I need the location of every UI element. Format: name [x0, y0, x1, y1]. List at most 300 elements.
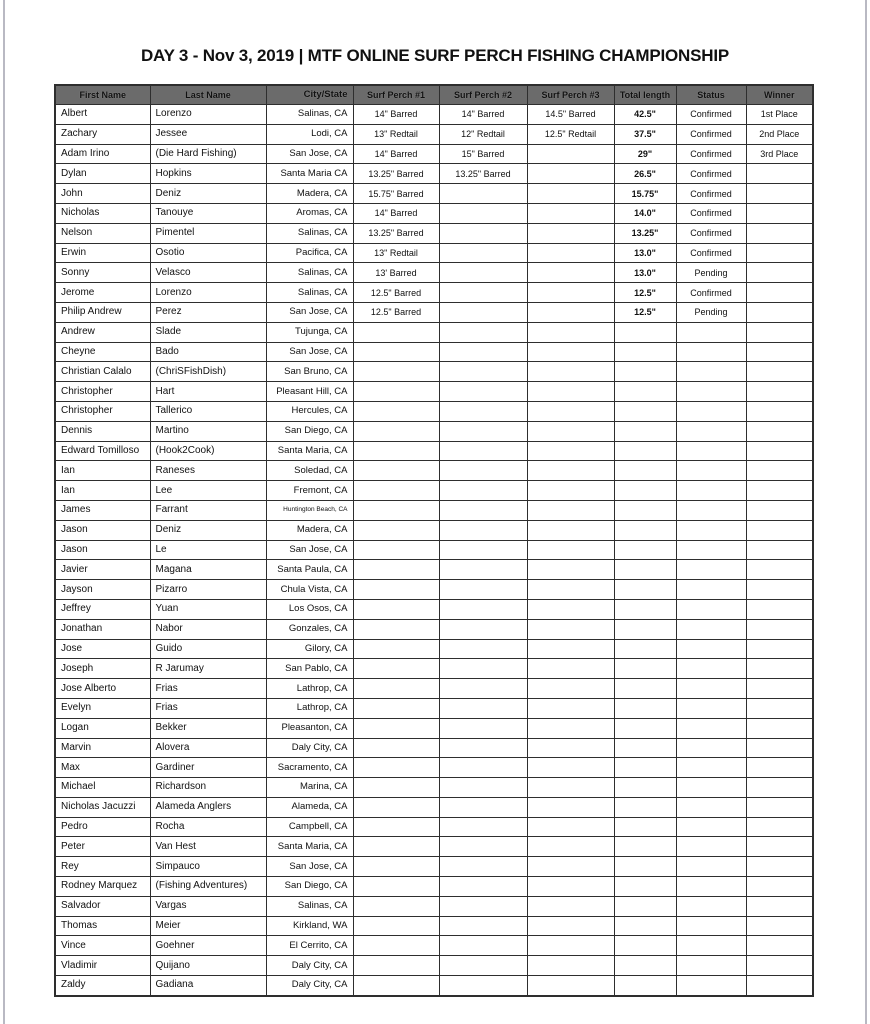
city-state-cell: Pleasanton, CA [266, 718, 353, 738]
status-cell [676, 896, 746, 916]
surf-perch-2-cell [439, 481, 527, 501]
first-name-cell: Cheyne [55, 342, 150, 362]
last-name-cell: Gardiner [150, 758, 266, 778]
surf-perch-2-cell [439, 718, 527, 738]
last-name-cell: Hart [150, 382, 266, 402]
surf-perch-1-cell [353, 500, 439, 520]
first-name-cell: Ian [55, 481, 150, 501]
surf-perch-3-cell [527, 322, 614, 342]
surf-perch-2-cell [439, 540, 527, 560]
surf-perch-2-cell [439, 857, 527, 877]
first-name-cell: Christian Calalo [55, 362, 150, 382]
surf-perch-1-cell [353, 659, 439, 679]
status-cell [676, 778, 746, 798]
status-cell [676, 916, 746, 936]
total-length-cell: 26.5" [614, 164, 676, 184]
city-state-cell: Salinas, CA [266, 105, 353, 125]
last-name-cell: Velasco [150, 263, 266, 283]
surf-perch-3-cell: 14.5" Barred [527, 105, 614, 125]
winner-cell [746, 302, 813, 322]
last-name-cell: Rocha [150, 817, 266, 837]
last-name-cell: Slade [150, 322, 266, 342]
surf-perch-2-cell [439, 322, 527, 342]
first-name-cell: Vince [55, 936, 150, 956]
city-state-cell: Campbell, CA [266, 817, 353, 837]
city-state-cell: Salinas, CA [266, 896, 353, 916]
winner-cell: 3rd Place [746, 144, 813, 164]
first-name-cell: Rodney Marquez [55, 877, 150, 897]
surf-perch-1-cell [353, 421, 439, 441]
status-cell [676, 500, 746, 520]
winner-cell [746, 936, 813, 956]
total-length-cell [614, 679, 676, 699]
last-name-cell: Lorenzo [150, 105, 266, 125]
total-length-cell [614, 362, 676, 382]
first-name-cell: Jose [55, 639, 150, 659]
surf-perch-3-cell [527, 144, 614, 164]
surf-perch-3-cell [527, 184, 614, 204]
surf-perch-2-cell [439, 461, 527, 481]
surf-perch-2-cell [439, 639, 527, 659]
last-name-cell: Quijano [150, 956, 266, 976]
surf-perch-1-cell [353, 619, 439, 639]
status-cell [676, 698, 746, 718]
surf-perch-3-cell [527, 758, 614, 778]
status-cell [676, 718, 746, 738]
total-length-cell [614, 401, 676, 421]
winner-cell [746, 322, 813, 342]
status-cell [676, 797, 746, 817]
surf-perch-2-cell [439, 441, 527, 461]
first-name-cell: Thomas [55, 916, 150, 936]
status-cell: Pending [676, 263, 746, 283]
table-row [55, 322, 813, 342]
status-cell [676, 362, 746, 382]
surf-perch-1-cell [353, 698, 439, 718]
status-cell [676, 758, 746, 778]
surf-perch-3-cell [527, 263, 614, 283]
surf-perch-1-cell [353, 916, 439, 936]
winner-cell [746, 401, 813, 421]
winner-cell [746, 382, 813, 402]
status-cell: Pending [676, 302, 746, 322]
surf-perch-2-cell [439, 837, 527, 857]
table-row [55, 421, 813, 441]
surf-perch-3-cell [527, 797, 614, 817]
winner-cell [746, 560, 813, 580]
winner-cell [746, 441, 813, 461]
first-name-cell: Michael [55, 778, 150, 798]
last-name-cell: Van Hest [150, 837, 266, 857]
table-body [55, 105, 813, 996]
first-name-cell: Ian [55, 461, 150, 481]
total-length-cell [614, 698, 676, 718]
table-row [55, 481, 813, 501]
total-length-cell [614, 441, 676, 461]
header-winner: Winner [746, 85, 813, 105]
status-cell [676, 560, 746, 580]
last-name-cell: (Hook2Cook) [150, 441, 266, 461]
surf-perch-3-cell [527, 936, 614, 956]
total-length-cell [614, 916, 676, 936]
last-name-cell: Tanouye [150, 203, 266, 223]
table-row [55, 283, 813, 303]
city-state-cell: Gonzales, CA [266, 619, 353, 639]
surf-perch-1-cell [353, 976, 439, 996]
surf-perch-1-cell [353, 382, 439, 402]
city-state-cell: Los Osos, CA [266, 599, 353, 619]
surf-perch-3-cell [527, 164, 614, 184]
table-row [55, 441, 813, 461]
surf-perch-3-cell [527, 302, 614, 322]
surf-perch-3-cell [527, 441, 614, 461]
surf-perch-1-cell: 13.25" Barred [353, 223, 439, 243]
table-row [55, 203, 813, 223]
last-name-cell: Alovera [150, 738, 266, 758]
winner-cell [746, 659, 813, 679]
status-cell [676, 817, 746, 837]
city-state-cell: San Bruno, CA [266, 362, 353, 382]
table-row [55, 976, 813, 996]
first-name-cell: James [55, 500, 150, 520]
table-row [55, 916, 813, 936]
status-cell [676, 461, 746, 481]
total-length-cell [614, 461, 676, 481]
first-name-cell: Dennis [55, 421, 150, 441]
table-row [55, 797, 813, 817]
last-name-cell: Goehner [150, 936, 266, 956]
table-row [55, 659, 813, 679]
surf-perch-3-cell [527, 520, 614, 540]
status-cell [676, 342, 746, 362]
total-length-cell [614, 540, 676, 560]
total-length-cell [614, 659, 676, 679]
surf-perch-1-cell: 14" Barred [353, 203, 439, 223]
surf-perch-1-cell: 12.5" Barred [353, 283, 439, 303]
surf-perch-1-cell [353, 639, 439, 659]
surf-perch-3-cell [527, 500, 614, 520]
surf-perch-3-cell [527, 738, 614, 758]
total-length-cell [614, 976, 676, 996]
surf-perch-1-cell [353, 738, 439, 758]
header-surf-perch-1: Surf Perch #1 [353, 85, 439, 105]
surf-perch-2-cell [439, 401, 527, 421]
surf-perch-3-cell [527, 679, 614, 699]
first-name-cell: John [55, 184, 150, 204]
surf-perch-1-cell [353, 956, 439, 976]
last-name-cell: Frias [150, 698, 266, 718]
city-state-cell: San Jose, CA [266, 857, 353, 877]
surf-perch-2-cell [439, 520, 527, 540]
status-cell [676, 382, 746, 402]
city-state-cell: Santa Paula, CA [266, 560, 353, 580]
total-length-cell: 12.5" [614, 302, 676, 322]
table-row [55, 679, 813, 699]
table-row [55, 184, 813, 204]
winner-cell [746, 263, 813, 283]
table-row [55, 698, 813, 718]
surf-perch-2-cell: 12" Redtail [439, 124, 527, 144]
surf-perch-3-cell [527, 698, 614, 718]
table-row [55, 401, 813, 421]
total-length-cell: 13.25" [614, 223, 676, 243]
status-cell: Confirmed [676, 124, 746, 144]
surf-perch-1-cell [353, 441, 439, 461]
winner-cell [746, 738, 813, 758]
surf-perch-2-cell [439, 223, 527, 243]
surf-perch-3-cell [527, 896, 614, 916]
winner-cell [746, 916, 813, 936]
table-header-row [55, 85, 813, 105]
status-cell: Confirmed [676, 203, 746, 223]
surf-perch-3-cell [527, 362, 614, 382]
surf-perch-3-cell [527, 481, 614, 501]
header-status: Status [676, 85, 746, 105]
first-name-cell: Jayson [55, 580, 150, 600]
total-length-cell [614, 956, 676, 976]
surf-perch-2-cell: 13.25" Barred [439, 164, 527, 184]
city-state-cell: Hercules, CA [266, 401, 353, 421]
status-cell [676, 322, 746, 342]
surf-perch-2-cell [439, 916, 527, 936]
last-name-cell: (Fishing Adventures) [150, 877, 266, 897]
city-state-cell: Madera, CA [266, 520, 353, 540]
surf-perch-1-cell [353, 817, 439, 837]
surf-perch-2-cell [439, 421, 527, 441]
first-name-cell: Jerome [55, 283, 150, 303]
surf-perch-3-cell [527, 283, 614, 303]
surf-perch-2-cell [439, 580, 527, 600]
surf-perch-1-cell [353, 520, 439, 540]
surf-perch-2-cell [439, 976, 527, 996]
first-name-cell: Albert [55, 105, 150, 125]
first-name-cell: Andrew [55, 322, 150, 342]
total-length-cell: 12.5" [614, 283, 676, 303]
total-length-cell: 15.75" [614, 184, 676, 204]
table-row [55, 540, 813, 560]
winner-cell: 2nd Place [746, 124, 813, 144]
surf-perch-1-cell [353, 580, 439, 600]
surf-perch-2-cell [439, 956, 527, 976]
total-length-cell [614, 936, 676, 956]
winner-cell [746, 758, 813, 778]
surf-perch-3-cell [527, 956, 614, 976]
surf-perch-2-cell [439, 679, 527, 699]
winner-cell [746, 520, 813, 540]
total-length-cell [614, 797, 676, 817]
city-state-cell: San Diego, CA [266, 421, 353, 441]
winner-cell [746, 599, 813, 619]
status-cell [676, 619, 746, 639]
surf-perch-1-cell [353, 758, 439, 778]
total-length-cell [614, 500, 676, 520]
surf-perch-3-cell [527, 382, 614, 402]
city-state-cell: San Jose, CA [266, 540, 353, 560]
last-name-cell: Lee [150, 481, 266, 501]
table-row [55, 580, 813, 600]
surf-perch-2-cell [439, 382, 527, 402]
last-name-cell: Farrant [150, 500, 266, 520]
total-length-cell [614, 421, 676, 441]
status-cell [676, 520, 746, 540]
table-row [55, 778, 813, 798]
first-name-cell: Jason [55, 520, 150, 540]
surf-perch-1-cell [353, 560, 439, 580]
total-length-cell: 29" [614, 144, 676, 164]
winner-cell [746, 976, 813, 996]
surf-perch-1-cell: 12.5" Barred [353, 302, 439, 322]
city-state-cell: Gilory, CA [266, 639, 353, 659]
surf-perch-1-cell: 14" Barred [353, 144, 439, 164]
city-state-cell: Salinas, CA [266, 263, 353, 283]
surf-perch-2-cell [439, 362, 527, 382]
first-name-cell: Sonny [55, 263, 150, 283]
surf-perch-1-cell [353, 857, 439, 877]
city-state-cell: Sacramento, CA [266, 758, 353, 778]
surf-perch-2-cell: 15" Barred [439, 144, 527, 164]
city-state-cell: Soledad, CA [266, 461, 353, 481]
first-name-cell: Edward Tomilloso [55, 441, 150, 461]
surf-perch-2-cell [439, 659, 527, 679]
first-name-cell: Rey [55, 857, 150, 877]
total-length-cell [614, 619, 676, 639]
total-length-cell: 37.5" [614, 124, 676, 144]
surf-perch-2-cell [439, 203, 527, 223]
total-length-cell: 14.0" [614, 203, 676, 223]
last-name-cell: Meier [150, 916, 266, 936]
surf-perch-3-cell [527, 817, 614, 837]
first-name-cell: Marvin [55, 738, 150, 758]
surf-perch-3-cell [527, 243, 614, 263]
winner-cell: 1st Place [746, 105, 813, 125]
city-state-cell: Daly City, CA [266, 738, 353, 758]
header-first-name: First Name [55, 85, 150, 105]
surf-perch-1-cell [353, 342, 439, 362]
table-row [55, 619, 813, 639]
city-state-cell: Tujunga, CA [266, 322, 353, 342]
first-name-cell: Jason [55, 540, 150, 560]
winner-cell [746, 698, 813, 718]
city-state-cell: Kirkland, WA [266, 916, 353, 936]
winner-cell [746, 184, 813, 204]
page-edge-right [865, 0, 867, 1024]
surf-perch-2-cell [439, 758, 527, 778]
total-length-cell [614, 599, 676, 619]
header-total-length: Total length [614, 85, 676, 105]
last-name-cell: Guido [150, 639, 266, 659]
first-name-cell: Jeffrey [55, 599, 150, 619]
last-name-cell: Tallerico [150, 401, 266, 421]
last-name-cell: Le [150, 540, 266, 560]
surf-perch-2-cell [439, 500, 527, 520]
surf-perch-2-cell [439, 243, 527, 263]
total-length-cell [614, 639, 676, 659]
last-name-cell: Deniz [150, 184, 266, 204]
surf-perch-2-cell [439, 263, 527, 283]
table-row [55, 639, 813, 659]
surf-perch-3-cell [527, 659, 614, 679]
winner-cell [746, 956, 813, 976]
winner-cell [746, 778, 813, 798]
table-row [55, 520, 813, 540]
last-name-cell: Yuan [150, 599, 266, 619]
last-name-cell: Vargas [150, 896, 266, 916]
table-row [55, 936, 813, 956]
table-row [55, 857, 813, 877]
first-name-cell: Salvador [55, 896, 150, 916]
surf-perch-2-cell: 14" Barred [439, 105, 527, 125]
page-edge-left [3, 0, 5, 1024]
table-row [55, 758, 813, 778]
city-state-cell: Huntington Beach, CA [266, 500, 353, 520]
table-row [55, 105, 813, 125]
surf-perch-2-cell [439, 342, 527, 362]
surf-perch-1-cell [353, 362, 439, 382]
table-row [55, 837, 813, 857]
surf-perch-3-cell [527, 976, 614, 996]
city-state-cell: San Jose, CA [266, 144, 353, 164]
surf-perch-2-cell [439, 936, 527, 956]
last-name-cell: Richardson [150, 778, 266, 798]
total-length-cell [614, 382, 676, 402]
surf-perch-2-cell [439, 817, 527, 837]
last-name-cell: (Die Hard Fishing) [150, 144, 266, 164]
surf-perch-3-cell [527, 837, 614, 857]
surf-perch-3-cell [527, 916, 614, 936]
city-state-cell: Lathrop, CA [266, 679, 353, 699]
surf-perch-2-cell [439, 599, 527, 619]
city-state-cell: Aromas, CA [266, 203, 353, 223]
surf-perch-2-cell [439, 738, 527, 758]
table-row [55, 560, 813, 580]
surf-perch-2-cell [439, 619, 527, 639]
total-length-cell [614, 580, 676, 600]
total-length-cell [614, 520, 676, 540]
winner-cell [746, 342, 813, 362]
status-cell [676, 976, 746, 996]
status-cell [676, 401, 746, 421]
last-name-cell: Jessee [150, 124, 266, 144]
first-name-cell: Joseph [55, 659, 150, 679]
surf-perch-2-cell [439, 560, 527, 580]
status-cell [676, 540, 746, 560]
total-length-cell [614, 481, 676, 501]
surf-perch-1-cell [353, 679, 439, 699]
table-row [55, 718, 813, 738]
surf-perch-3-cell [527, 223, 614, 243]
winner-cell [746, 679, 813, 699]
table-row [55, 817, 813, 837]
surf-perch-2-cell [439, 896, 527, 916]
surf-perch-1-cell [353, 481, 439, 501]
table-row [55, 302, 813, 322]
winner-cell [746, 837, 813, 857]
first-name-cell: Zachary [55, 124, 150, 144]
winner-cell [746, 203, 813, 223]
table-row [55, 144, 813, 164]
total-length-cell [614, 817, 676, 837]
surf-perch-3-cell [527, 599, 614, 619]
status-cell [676, 679, 746, 699]
total-length-cell [614, 778, 676, 798]
city-state-cell: Chula Vista, CA [266, 580, 353, 600]
surf-perch-2-cell [439, 698, 527, 718]
surf-perch-3-cell [527, 718, 614, 738]
status-cell [676, 580, 746, 600]
winner-cell [746, 877, 813, 897]
total-length-cell [614, 877, 676, 897]
surf-perch-3-cell [527, 857, 614, 877]
